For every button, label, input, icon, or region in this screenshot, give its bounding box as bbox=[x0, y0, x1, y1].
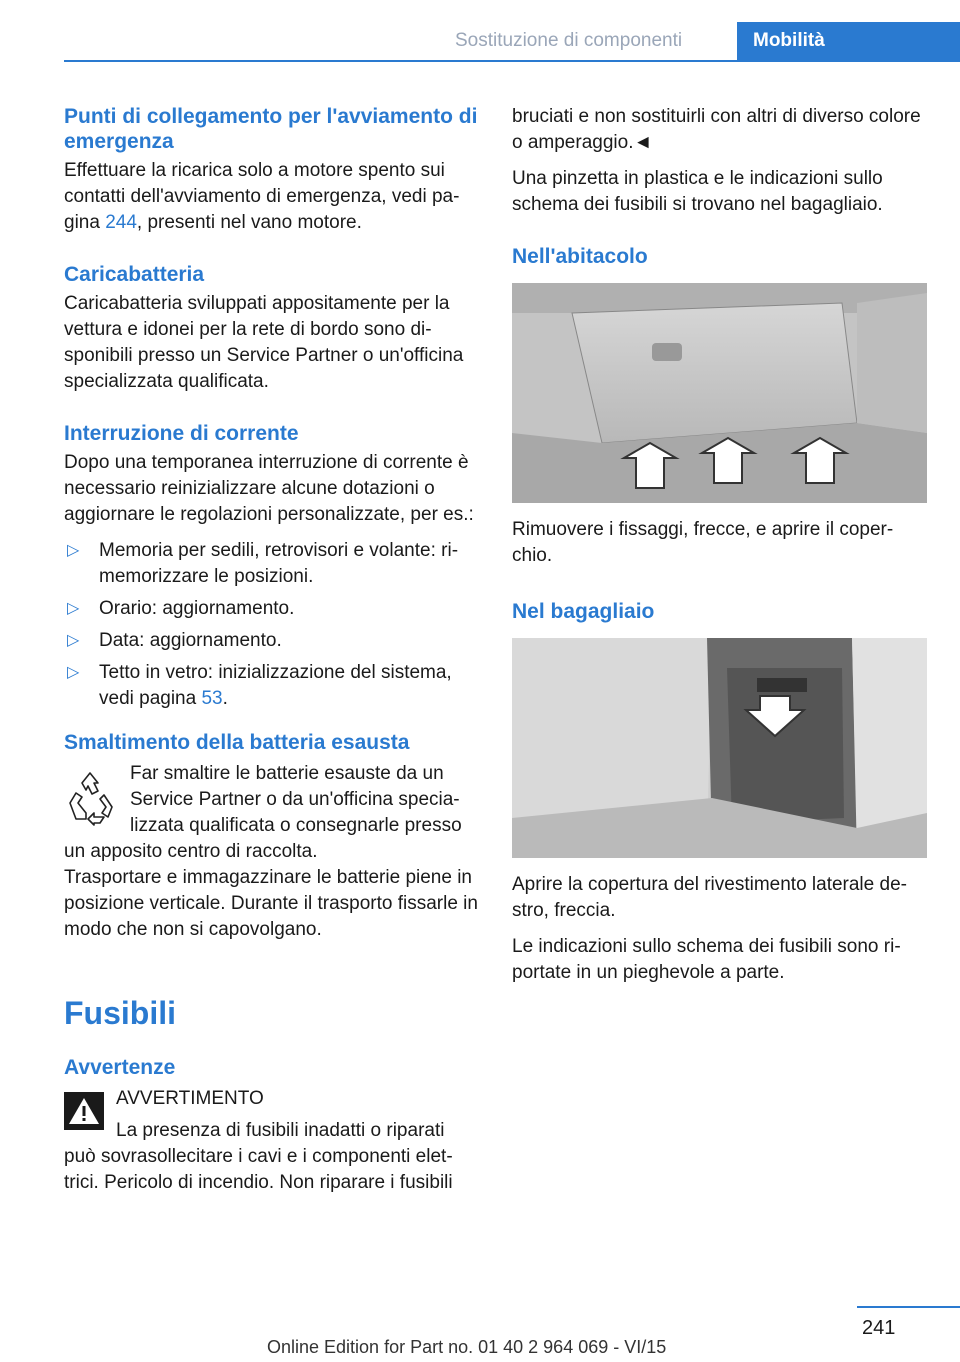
list-item-text: Orario: aggiornamento. bbox=[99, 598, 295, 619]
running-header-tab: Mobilità bbox=[737, 22, 960, 62]
page-number: 241 bbox=[862, 1317, 896, 1339]
text: , presenti nel vano motore. bbox=[136, 212, 362, 233]
list-item-text: . bbox=[222, 688, 228, 709]
running-header-section: Sostituzione di componenti bbox=[455, 30, 683, 51]
warning-icon bbox=[64, 1092, 104, 1130]
text: Effettuare la ricarica solo a motore spento sui contatti dell'avviamento di emergenza, vedi pagina bbox=[64, 160, 460, 233]
page-link-53[interactable]: 53 bbox=[201, 688, 223, 709]
footer-edition: Online Edition for Part no. 01 40 2 964 069 - VI/15 bbox=[267, 1337, 667, 1357]
bullet-mark: ▷ bbox=[67, 600, 80, 617]
bullet-mark: ▷ bbox=[67, 542, 80, 559]
paragraph-continued: bruciati e non sostituirli con altri di diverso colore o amperaggio.◄ bbox=[512, 106, 921, 153]
list-item bbox=[64, 538, 478, 590]
header-rule bbox=[64, 60, 960, 62]
heading-trunk: Nel bagagliaio bbox=[512, 600, 655, 623]
footer-rule bbox=[857, 1306, 960, 1308]
paragraph-tweezers: Una pinzetta in plastica e le indicazioni sullo schema dei fusibili si trovano nel bagagliaio. bbox=[512, 168, 883, 215]
heading-battery-disposal: Smaltimento della batteria esausta bbox=[64, 731, 410, 754]
caption-trunk: Aprire la copertura del rivestimento laterale destro, freccia. bbox=[512, 874, 907, 921]
bullet-mark: ▷ bbox=[67, 632, 80, 649]
list-item-text: Tetto in vetro: inizializzazione del sistema, vedi pagina bbox=[99, 662, 452, 709]
paragraph-disposal: Far smaltire le batterie esauste da un Service Partner o da un'officina specializzata qualificata o consegnarle presso un apposito centro di raccolta. bbox=[64, 763, 462, 862]
heading-charger: Caricabatteria bbox=[64, 263, 205, 286]
warning-text: La presenza di fusibili inadatti o riparati può sovrasollecitare i cavi e i componenti elettrici. Pericolo di incendio. Non riparare i fusibili bbox=[64, 1120, 453, 1193]
list-item bbox=[64, 596, 478, 622]
heading-power-interruption: Interruzione di corrente bbox=[64, 422, 299, 445]
chapter-title-fuses: Fusibili bbox=[64, 995, 176, 1031]
bullet-list bbox=[64, 538, 478, 712]
paragraph-jump-start bbox=[64, 158, 478, 236]
caption-cabin: Rimuovere i fissaggi, frecce, e aprire il coperchio. bbox=[512, 519, 894, 566]
warning-label: AVVERTIMENTO bbox=[116, 1088, 264, 1109]
heading-warnings: Avvertenze bbox=[64, 1056, 176, 1079]
list-item bbox=[64, 660, 478, 712]
photo-glovebox-fusebox bbox=[512, 283, 927, 503]
warning-block bbox=[64, 1086, 478, 1196]
list-item-text: Data: aggiornamento. bbox=[99, 630, 282, 651]
paragraph-charger: Caricabatteria sviluppati appositamente per la vettura e idonei per la rete di bordo sono disponibili presso un Service Partner o un'officina specializzata qualificata. bbox=[64, 293, 464, 392]
left-column bbox=[64, 104, 478, 1196]
disposal-block bbox=[64, 761, 478, 865]
heading-cabin: Nell'abitacolo bbox=[512, 245, 648, 268]
right-column bbox=[512, 104, 926, 986]
page-link-244[interactable]: 244 bbox=[105, 212, 137, 233]
paragraph-power-interruption: Dopo una temporanea interruzione di corrente è necessario reinizializzare alcune dotazioni o aggiornare le regolazioni personalizzate, per es.: bbox=[64, 452, 474, 525]
bullet-mark: ▷ bbox=[67, 664, 80, 681]
photo-trunk-fusebox bbox=[512, 638, 927, 858]
paragraph-battery-storage: Trasportare e immagazzinare le batterie piene in posizione verticale. Durante il trasporto fissarle in modo che non si capovolgano. bbox=[64, 867, 478, 940]
paragraph-fuse-chart: Le indicazioni sullo schema dei fusibili sono riportate in un pieghevole a parte. bbox=[512, 936, 901, 983]
glovebox-illustration bbox=[512, 283, 927, 503]
list-item bbox=[64, 628, 478, 654]
trunk-illustration bbox=[512, 638, 927, 858]
heading-jump-start-points: Punti di collegamento per l'avviamento di emergenza bbox=[64, 105, 478, 153]
list-item-text: Memoria per sedili, retrovisori e volante: rimemorizzare le posizioni. bbox=[99, 540, 459, 587]
recycling-icon bbox=[64, 769, 116, 827]
